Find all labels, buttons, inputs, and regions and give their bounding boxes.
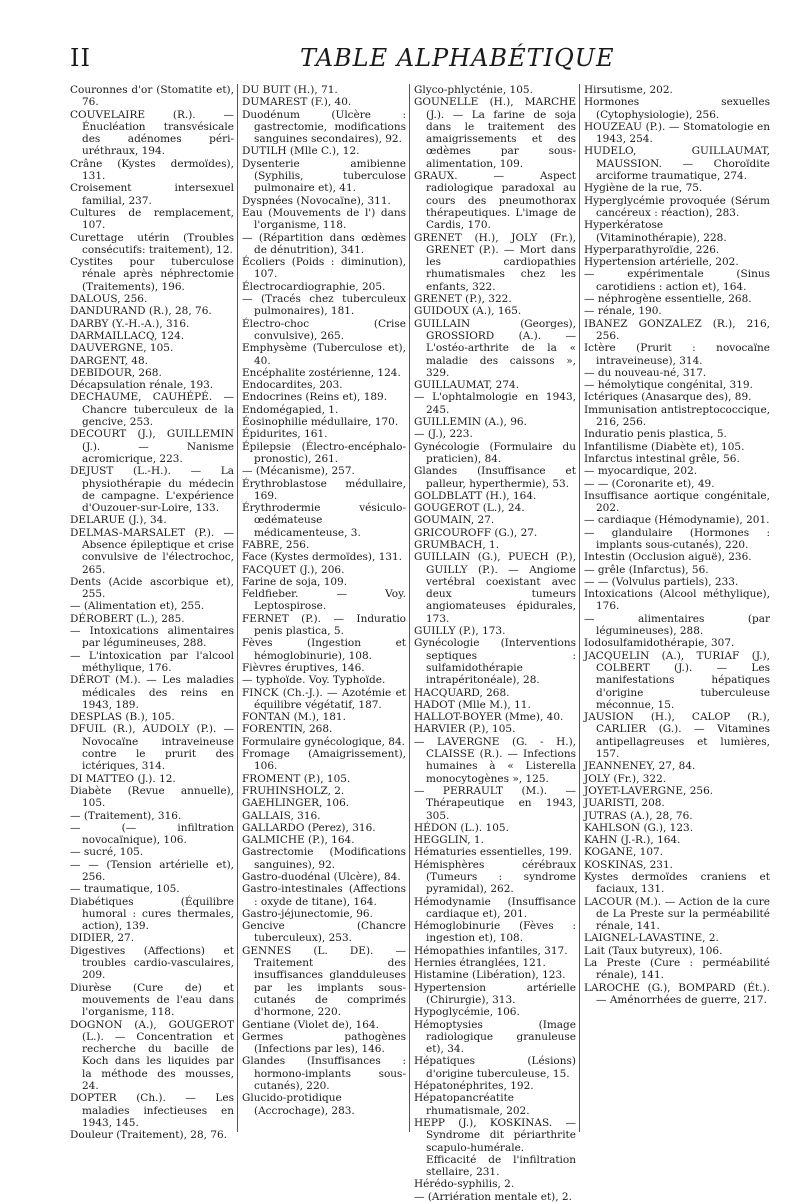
- index-entry: Intestin (Occlusion aiguë), 236.: [584, 551, 752, 564]
- column-rule: [579, 84, 580, 1132]
- index-entry: Germes pathogènes (Infections par les), 146.: [242, 1030, 406, 1056]
- index-entry: Ictère (Prurit : novocaïne intraveineuse), 314.: [584, 342, 770, 367]
- index-entry: Emphysème (Tuberculose et), 40.: [242, 342, 406, 367]
- index-entry: Formulaire gynécologique, 84.: [242, 735, 405, 748]
- index-entry: Endocardites, 203.: [242, 379, 343, 392]
- index-entry: Dyspnées (Novocaïne), 311.: [242, 194, 391, 207]
- index-entry: Hérédo-syphilis, 2.: [414, 1178, 515, 1191]
- index-entry: Feldfieber. — Voy. Leptospirose.: [242, 588, 406, 613]
- index-entry: Gastro-duodénal (Ulcère), 84.: [242, 871, 401, 883]
- index-entry: — typhoïde. Voy. Typhoïde.: [242, 674, 386, 687]
- index-entry: GUILLEMIN (A.), 96.: [414, 416, 527, 429]
- index-entry: GRUMBACH, 1.: [414, 538, 500, 551]
- index-entry: Érythroblastose médullaire, 169.: [242, 477, 406, 502]
- index-entry: — L'ophtalmologie en 1943, 245.: [414, 391, 576, 416]
- index-entry: FINCK (Ch.-J.). — Azotémie et équilibre végétatif, 187.: [242, 686, 406, 711]
- index-entry: — (Tracés chez tuberculeux pulmonaires), 181.: [242, 293, 406, 318]
- index-entry: Iodosulfamidothérapie, 307.: [584, 637, 735, 650]
- running-title: TABLE ALPHABÉTIQUE: [300, 44, 615, 72]
- index-entry: — (Arriération mentale et), 2.: [414, 1190, 572, 1203]
- index-entry: GAEHLINGER, 106.: [242, 797, 350, 810]
- index-entry: HEGGLIN, 1.: [414, 834, 484, 847]
- index-entry: — (J.), 223.: [414, 428, 473, 441]
- index-entry: IBANEZ GONZALEZ (R.), 216, 256.: [584, 317, 770, 342]
- index-entry: Épidurites, 161.: [242, 428, 328, 441]
- index-entry: Crâne (Kystes dermoïdes), 131.: [70, 157, 234, 183]
- index-entry: Gentiane (Violet de), 164.: [242, 1018, 379, 1031]
- index-entry: Hypertension artérielle, 202.: [584, 256, 739, 269]
- index-entry: — hémolytique congénital, 319.: [584, 379, 753, 392]
- index-entry: Glandes (Insuffisances : hormono-implants sous-cutanés), 220.: [242, 1055, 406, 1093]
- index-entry: LAROCHE (G.), BOMPARD (Ét.). — Aménorrhées de guerre, 217.: [584, 981, 770, 1006]
- index-entry: Ictériques (Anasarque des), 89.: [584, 391, 752, 404]
- index-entry: — — (Volvulus partiels), 233.: [584, 575, 739, 588]
- index-column-1: [70, 84, 234, 1142]
- index-entry: — Intoxications alimentaires par légumineuses, 288.: [70, 625, 234, 650]
- index-entry: Hépatiques (Lésions) d'origine tuberculeuse, 15.: [414, 1055, 576, 1080]
- index-entry: GRICOUROFF (G.), 27.: [414, 526, 538, 539]
- index-entry: Fromage (Amaigrissement), 106.: [242, 748, 406, 773]
- index-entry: HALLOT-BOYER (Mme), 40.: [414, 711, 564, 724]
- index-entry: Couronnes d'or (Stomatite et), 76.: [70, 84, 234, 109]
- index-entry: Hormones sexuelles (Cytophysiologie), 256.: [584, 96, 770, 121]
- index-entry: DECOURT (J.), GUILLEMIN (J.). — Nanisme acromicrique, 223.: [70, 428, 234, 465]
- index-entry: DELMAS-MARSALET (P.). — Absence épileptique et crise convulsive de l'électrochoc, 265.: [70, 526, 234, 576]
- index-entry: KAHLSON (G.), 123.: [584, 821, 694, 834]
- index-entry: Gastrectomie (Modifications sanguines), 92.: [242, 846, 406, 871]
- index-entry: HOUZEAU (P.). — Stomatologie en 1943, 254.: [584, 120, 770, 146]
- index-entry: DELARUE (J.), 34.: [70, 514, 167, 527]
- index-entry: FACQUET (J.), 206.: [242, 563, 345, 576]
- index-entry: — alimentaires (par légumineuses), 288.: [584, 612, 770, 638]
- index-entry: — (Alimentation et), 255.: [70, 600, 205, 613]
- index-entry: Induratio penis plastica, 5.: [584, 428, 727, 441]
- index-entry: Gastro-intestinales (Affections : oxyde de titane), 164.: [242, 883, 406, 908]
- index-entry: LACOUR (M.). — Action de la cure de La Preste sur la perméabilité rénale, 141.: [584, 895, 770, 933]
- index-entry: Endomégapied, 1.: [242, 403, 339, 416]
- index-entry: — glandulaire (Hormones : implants sous-cutanés), 220.: [584, 526, 770, 551]
- index-entry: FRUHINSHOLZ, 2.: [242, 784, 345, 797]
- index-entry: Cultures de remplacement, 107.: [70, 206, 234, 232]
- index-entry: JAUSION (H.), CALOP (R.), CARLIER (G.). — Vitamines antipellagreuses et lumières, 157.: [584, 711, 770, 761]
- index-entry: — traumatique, 105.: [70, 883, 180, 896]
- index-entry: Hyperparathyroïdie, 226.: [584, 243, 720, 256]
- index-entry: DÉROBERT (L.), 285.: [70, 612, 185, 625]
- index-entry: FORENTIN, 268.: [242, 723, 333, 736]
- index-entry: GOUMAIN, 27.: [414, 514, 495, 527]
- index-entry: DI MATTEO (J.). 12.: [70, 772, 176, 785]
- index-entry: — grêle (Infarctus), 56.: [584, 563, 709, 576]
- index-entry: COUVELAIRE (R.). — Énucléation transvésicale des adénomes péri-uréthraux, 194.: [70, 108, 234, 158]
- index-entry: — sucré, 105.: [70, 846, 144, 859]
- index-entry: HEPP (J.), KOSKINAS. — Syndrome dit périarthrite scapulo-humérale. Efficacité de l'infiltration stellaire, 231.: [414, 1116, 576, 1179]
- index-entry: Farine de soja, 109.: [242, 575, 348, 588]
- index-entry: DANDURAND (R.), 28, 76.: [70, 305, 212, 318]
- index-entry: Diabète (Revue annuelle), 105.: [70, 784, 234, 810]
- index-entry: DARBY (Y.-H.-A.), 316.: [70, 317, 190, 330]
- index-entry: Hernies étranglées, 121.: [414, 957, 546, 970]
- index-entry: GUILLAIN (Georges), GROSSIORD (A.). — L'ostéo-arthrite de la « maladie des caissons », 329.: [414, 317, 576, 379]
- index-entry: DUMAREST (F.), 40.: [242, 96, 352, 109]
- index-entry: DÉROT (M.). — Les maladies médicales des reins en 1943, 189.: [70, 674, 234, 711]
- index-entry: Hématuries essentielles, 199.: [414, 846, 573, 859]
- index-entry: DU BUIT (H.), 71.: [242, 84, 338, 96]
- index-entry: JOYET-LAVERGNE, 256.: [584, 784, 714, 797]
- index-column-2: [242, 84, 406, 1134]
- index-entry: Hémisphères cérébraux (Tumeurs : syndrome pyramidal), 262.: [414, 858, 576, 896]
- index-entry: DARGENT, 48.: [70, 354, 148, 367]
- index-entry: Hyperkératose (Vitaminothérapie), 228.: [584, 219, 727, 244]
- index-entry: GENNES (L. DE). — Traitement des insuffisances glandduleuses par les implants sous-cutanés de comprimés d'hormone, 220.: [242, 944, 406, 1019]
- index-entry: DEBIDOUR, 268.: [70, 366, 162, 379]
- index-entry: DFUIL (R.), AUDOLY (P.). — Novocaïne intraveineuse contre le prurit des ictériques, 314.: [70, 723, 234, 773]
- index-entry: Douleur (Traitement), 28, 76.: [70, 1129, 228, 1142]
- index-entry: DARMAILLACQ, 124.: [70, 329, 185, 342]
- index-entry: GRENET (P.), 322.: [414, 293, 512, 306]
- index-column-4: [584, 84, 770, 1134]
- index-entry: Glandes (Insuffisance et palleur, hyperthermie), 53.: [414, 465, 576, 490]
- index-entry: Face (Kystes dermoïdes), 131.: [242, 551, 403, 564]
- index-entry: Intoxications (Alcool méthylique), 176.: [584, 588, 770, 613]
- index-entry: Histamine (Libération), 123.: [414, 969, 566, 982]
- index-entry: Hypertension artérielle (Chirurgie), 313.: [414, 981, 576, 1006]
- index-entry: Gencive (Chancre tuberculeux), 253.: [242, 920, 406, 945]
- index-entry: Électro-choc (Crise convulsive), 265.: [242, 317, 406, 342]
- index-entry: — cardiaque (Hémodynamie), 201.: [584, 514, 770, 527]
- index-entry: DEJUST (L.-H.). — La physiothérapie du médecin de campagne. L'expérience d'Ouzouer-sur-Loire, 133.: [70, 465, 234, 515]
- index-entry: Électrocardiographie, 205.: [242, 280, 386, 293]
- index-entry: GOLDBLATT (H.), 164.: [414, 489, 537, 502]
- index-entry: — LAVERGNE (G. - H.), CLAISSE (R.). — Infections humaines à « Listerella monocytogènes », 125.: [414, 735, 576, 785]
- index-entry: Infarctus intestinal grêle, 56.: [584, 452, 740, 465]
- index-entry: GOUGEROT (L.), 24.: [414, 502, 525, 515]
- column-rule: [237, 84, 238, 1132]
- index-entry: Diurèse (Cure de) et mouvements de l'eau dans l'organisme, 118.: [70, 981, 234, 1019]
- index-entry: GALLAIS, 316.: [242, 809, 321, 822]
- index-entry: HADOT (Mlle M.), 11.: [414, 698, 531, 711]
- index-entry: DESPLAS (B.), 105.: [70, 711, 175, 724]
- index-entry: Kystes dermoïdes craniens et faciaux, 131.: [584, 871, 770, 896]
- index-entry: — — (Coronarite et), 49.: [584, 477, 715, 490]
- index-entry: Curettage utérin (Troubles consécutifs: traitement), 12.: [70, 231, 234, 256]
- index-entry: FONTAN (M.), 181.: [242, 711, 346, 724]
- index-entry: — (Répartition dans œdèmes de dénutrition), 341.: [242, 231, 406, 256]
- index-entry: Gastro-jéjunectomie, 96.: [242, 907, 373, 920]
- index-entry: Hyperglycémie provoquée (Sérum cancéreux : réaction), 283.: [584, 194, 770, 219]
- index-entry: GUILLAIN (G.), PUECH (P.), GUILLY (P.). — Angiome vertébral coexistant avec deux tumeurs angiomateuses épidurales, 173.: [414, 551, 576, 625]
- index-entry: Fièvres éruptives, 146.: [242, 661, 365, 674]
- index-entry: Cystites pour tuberculose rénale après néphrectomie (Traitements), 196.: [70, 256, 234, 293]
- index-entry: Infantilisme (Diabète et), 105.: [584, 440, 745, 453]
- index-entry: Hémopathies infantiles, 317.: [414, 944, 568, 957]
- index-entry: KOSKINAS, 231.: [584, 858, 673, 871]
- index-entry: Fèves (Ingestion et hémoglobinurie), 108.: [242, 637, 406, 662]
- index-entry: Encéphalite zostérienne, 124.: [242, 366, 401, 379]
- index-entry: Hémoglobinurie (Fèves : ingestion et), 108.: [414, 920, 576, 945]
- index-entry: Hémoptysies (Image radiologique granuleuse et), 34.: [414, 1018, 576, 1056]
- index-entry: DALOUS, 256.: [70, 293, 148, 306]
- index-entry: HÉDON (L.). 105.: [414, 821, 509, 834]
- index-entry: DIDIER, 27.: [70, 932, 135, 945]
- index-entry: GRENET (H.), JOLY (Fr.), GRENET (P.). — Mort dans les cardiopathies rhumatismales chez les enfants, 322.: [414, 231, 576, 293]
- index-entry: GALLARDO (Perez), 316.: [242, 821, 376, 834]
- index-entry: — (Traitement), 316.: [70, 809, 182, 822]
- index-entry: — néphrogène essentielle, 268.: [584, 293, 752, 306]
- index-entry: JACQUELIN (A.), TURIAF (J.), COLBERT (J.). — Les manifestations hépatiques d'origine tuberculeuse méconnue, 15.: [584, 649, 770, 711]
- index-entry: Glucido-protidique (Accrochage), 283.: [242, 1092, 355, 1117]
- index-entry: Hygiène de la rue, 75.: [584, 182, 703, 195]
- index-entry: Dents (Acide ascorbique et), 255.: [70, 575, 234, 601]
- index-entry: Érythrodermie vésiculo-œdémateuse médicamenteuse, 3.: [242, 502, 406, 539]
- index-entry: Écoliers (Poids : diminution), 107.: [242, 256, 406, 281]
- index-entry: DECHAUME, CAUHÉPÉ. — Chancre tuberculeux de la gencive, 253.: [70, 391, 234, 429]
- index-entry: Gynécologie (Formulaire du praticien), 84.: [414, 440, 576, 465]
- index-entry: FABRE, 256.: [242, 538, 310, 551]
- index-entry: GALMICHE (P.), 164.: [242, 834, 355, 847]
- index-entry: HUDELO, GUILLAUMAT, MAUSSION. — Choroïdite arciforme traumatique, 274.: [584, 145, 770, 183]
- index-entry: LAIGNEL-LAVASTINE, 2.: [584, 932, 719, 945]
- index-entry: DOPTER (Ch.). — Les maladies infectieuses en 1943, 145.: [70, 1092, 234, 1129]
- index-entry: — (Mécanisme), 257.: [242, 465, 355, 478]
- index-entry: Hypoglycémie, 106.: [414, 1006, 520, 1019]
- index-entry: Hémodynamie (Insuffisance cardiaque et), 201.: [414, 895, 576, 920]
- index-entry: HACQUARD, 268.: [414, 686, 510, 699]
- index-entry: Eau (Mouvements de l') dans l'organisme, 118.: [242, 206, 406, 232]
- index-entry: Épilepsie (Électro-encéphalo-pronostic), 261.: [242, 440, 406, 465]
- index-entry: KOGANE, 107.: [584, 846, 664, 859]
- index-entry: Digestives (Affections) et troubles cardio-vasculaires, 209.: [70, 944, 234, 982]
- index-entry: HARVIER (P.), 105.: [414, 723, 516, 736]
- index-entry: DOGNON (A.), GOUGEROT (L.). — Concentration et recherche du bacille de Koch dans les liquides par la méthode des mousses, 24.: [70, 1018, 234, 1093]
- index-entry: Immunisation antistreptococcique, 216, 256.: [584, 403, 770, 429]
- index-entry: DAUVERGNE, 105.: [70, 342, 174, 355]
- index-entry: Dysenterie amibienne (Syphilis, tuberculose pulmonaire et), 41.: [242, 157, 406, 195]
- index-entry: Décapsulation rénale, 193.: [70, 379, 214, 392]
- index-columns: [70, 84, 770, 1203]
- index-column-3: [414, 84, 576, 1203]
- index-entry: DUTILH (Mlle C.), 12.: [242, 145, 360, 158]
- index-entry: GUILLAUMAT, 274.: [414, 379, 520, 392]
- index-entry: JUTRAS (A.), 28, 76.: [584, 809, 693, 822]
- index-entry: La Preste (Cure : perméabilité rénale), 141.: [584, 957, 770, 982]
- index-entry: GUILLY (P.), 173.: [414, 625, 506, 638]
- index-entry: Lait (Taux butyreux), 106.: [584, 944, 723, 957]
- index-entry: Croisement intersexuel familial, 237.: [70, 182, 234, 207]
- index-entry: — — (Tension artérielle et), 256.: [70, 858, 234, 883]
- column-rule: [409, 84, 410, 1132]
- index-entry: — expérimentale (Sinus carotidiens : action et), 164.: [584, 268, 770, 293]
- index-entry: Hépatonéphrites, 192.: [414, 1080, 534, 1093]
- index-entry: GOUNELLE (H.), MARCHE (J.). — La farine de soja dans le traitement des amaigrissements et des œdèmes par sous-alimentation, 109.: [414, 96, 576, 170]
- index-entry: — du nouveau-né, 317.: [584, 366, 707, 379]
- index-entry: — PERRAULT (M.). — Thérapeutique en 1943, 305.: [414, 784, 576, 822]
- index-entry: GRAUX. — Aspect radiologique paradoxal au cours des pneumothorax thérapeutiques. L'image de Cardis, 170.: [414, 170, 576, 232]
- index-entry: Éosinophilie médullaire, 170.: [242, 416, 399, 429]
- index-entry: Hépatopancréatite rhumatismale, 202.: [414, 1092, 530, 1117]
- index-entry: — rénale, 190.: [584, 305, 662, 318]
- index-entry: Endocrines (Reins et), 189.: [242, 391, 388, 404]
- index-entry: FERNET (P.). — Induratio penis plastica, 5.: [242, 612, 406, 638]
- index-entry: — (— infiltration novocaïnique), 106.: [70, 821, 234, 847]
- index-entry: KAHN (J.-R.), 164.: [584, 834, 681, 847]
- index-entry: Gynécologie (Interventions septiques : sulfamidothérapie intrapéritonéale), 28.: [414, 637, 576, 687]
- index-entry: JEANNENEY, 27, 84.: [584, 760, 696, 773]
- index-entry: — myocardique, 202.: [584, 465, 698, 478]
- index-entry: — L'intoxication par l'alcool méthylique, 176.: [70, 649, 234, 674]
- index-entry: GUIDOUX (A.), 165.: [414, 305, 522, 318]
- index-entry: Glyco-phlycténie, 105.: [414, 84, 533, 96]
- index-entry: JOLY (Fr.), 322.: [584, 772, 667, 785]
- index-entry: Insuffisance aortique congénitale, 202.: [584, 489, 770, 515]
- index-entry: JUARISTI, 208.: [584, 797, 665, 810]
- index-entry: Hirsutisme, 202.: [584, 84, 673, 96]
- index-entry: Diabétiques (Équilibre humoral : cures thermales, action), 139.: [70, 895, 234, 933]
- page-number: II: [70, 44, 91, 72]
- index-entry: Duodénum (Ulcère : gastrectomie, modifications sanguines secondaires), 92.: [242, 108, 406, 146]
- index-entry: FROMENT (P.), 105.: [242, 772, 351, 785]
